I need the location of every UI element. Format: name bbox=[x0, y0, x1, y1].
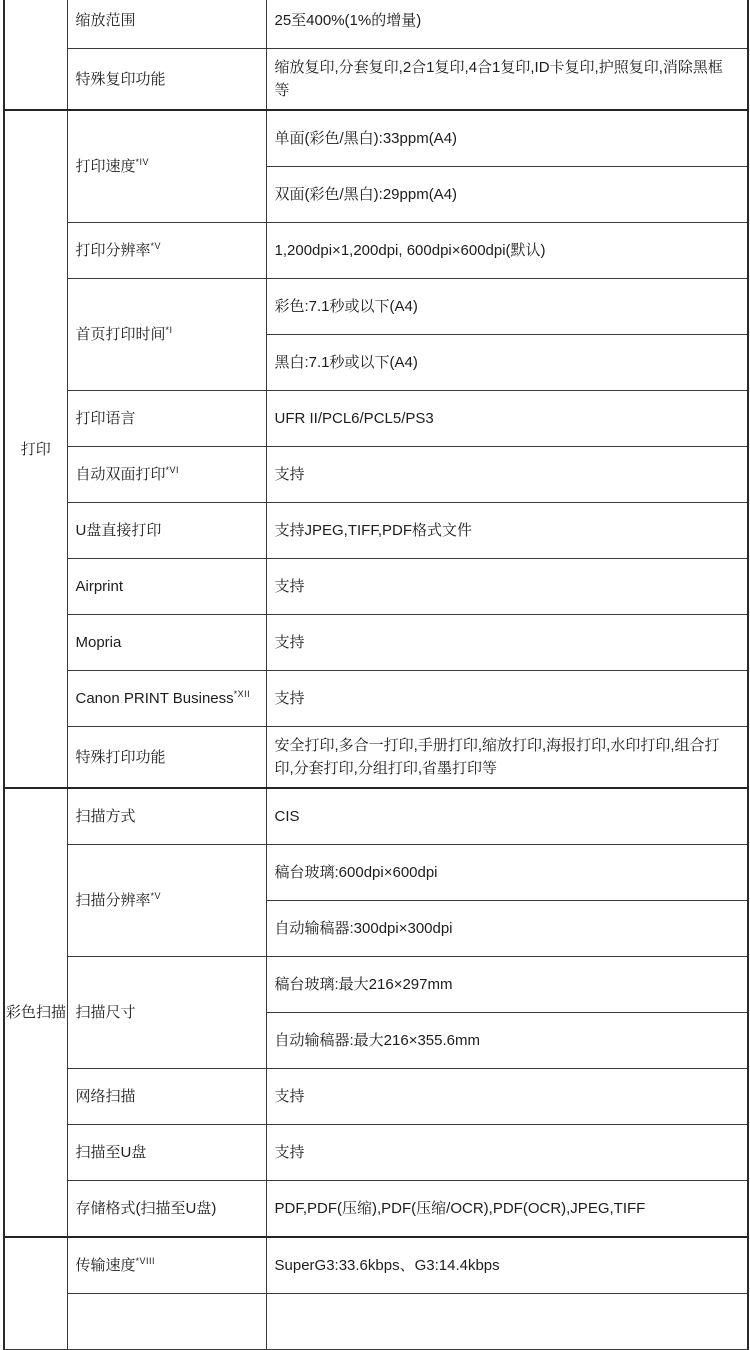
feature-label: 缩放范围 bbox=[75, 12, 136, 29]
spec-table-wrapper bbox=[3, 0, 750, 1350]
value-cell: 支持 bbox=[266, 1069, 748, 1125]
category-cell bbox=[4, 1237, 67, 1350]
spec-row bbox=[4, 279, 748, 335]
footnote-marker: *V bbox=[150, 241, 162, 251]
spec-row bbox=[4, 559, 748, 615]
value-cell: 自动输稿器:最大216×355.6mm bbox=[266, 1013, 748, 1069]
feature-cell bbox=[67, 1069, 266, 1125]
spec-row bbox=[4, 110, 748, 167]
feature-cell bbox=[67, 503, 266, 559]
value-cell: 支持 bbox=[266, 1125, 748, 1181]
feature-label: U盘直接打印 bbox=[75, 522, 162, 539]
footnote-marker: *XII bbox=[233, 689, 251, 699]
spec-row bbox=[4, 788, 748, 845]
spec-row bbox=[4, 957, 748, 1013]
spec-row bbox=[4, 615, 748, 671]
value-cell: 彩色:7.1秒或以下(A4) bbox=[266, 279, 748, 335]
feature-cell bbox=[67, 727, 266, 789]
spec-row bbox=[4, 223, 748, 279]
footnote-marker: *VIII bbox=[135, 1256, 156, 1266]
value-cell: 安全打印,多合一打印,手册打印,缩放打印,海报打印,水印打印,组合打印,分套打印,分组打印,省墨打印等 bbox=[266, 727, 748, 789]
category-cell bbox=[4, 0, 67, 110]
spec-row bbox=[4, 1069, 748, 1125]
value-cell: 稿台玻璃:最大216×297mm bbox=[266, 957, 748, 1013]
feature-cell bbox=[67, 615, 266, 671]
spec-row bbox=[4, 391, 748, 447]
spec-table-body bbox=[4, 0, 748, 1350]
feature-cell bbox=[67, 391, 266, 447]
spec-row bbox=[4, 49, 748, 111]
spec-row bbox=[4, 1294, 748, 1350]
feature-label: 打印语言 bbox=[75, 410, 136, 427]
spec-row bbox=[4, 1181, 748, 1238]
feature-cell bbox=[67, 447, 266, 503]
footnote-marker: *I bbox=[165, 325, 173, 335]
value-cell: 自动输稿器:300dpi×300dpi bbox=[266, 901, 748, 957]
value-cell: 稿台玻璃:600dpi×600dpi bbox=[266, 845, 748, 901]
spec-row bbox=[4, 1125, 748, 1181]
feature-label: 扫描方式 bbox=[75, 808, 136, 825]
category-cell: 打印 bbox=[4, 110, 67, 788]
feature-label: 扫描至U盘 bbox=[75, 1144, 147, 1161]
feature-cell bbox=[67, 845, 266, 957]
feature-cell bbox=[67, 0, 266, 49]
footnote-marker: *VI bbox=[165, 465, 180, 475]
feature-label: 打印速度 bbox=[75, 158, 136, 175]
feature-label: 特殊打印功能 bbox=[75, 748, 166, 766]
footnote-marker: *IV bbox=[135, 157, 150, 167]
feature-cell bbox=[67, 1125, 266, 1181]
value-cell: 支持 bbox=[266, 447, 748, 503]
feature-cell bbox=[67, 671, 266, 727]
value-cell: 支持 bbox=[266, 671, 748, 727]
feature-label: Airprint bbox=[75, 578, 124, 595]
value-cell bbox=[266, 1294, 748, 1350]
spec-row bbox=[4, 671, 748, 727]
value-cell: 支持 bbox=[266, 615, 748, 671]
feature-label: 特殊复印功能 bbox=[75, 70, 166, 88]
feature-cell bbox=[67, 279, 266, 391]
spec-row bbox=[4, 503, 748, 559]
spec-row bbox=[4, 0, 748, 49]
feature-cell bbox=[67, 559, 266, 615]
feature-label: 网络扫描 bbox=[75, 1088, 136, 1105]
feature-label: 扫描分辨率 bbox=[75, 892, 151, 909]
feature-cell bbox=[67, 1294, 266, 1350]
footnote-marker: *V bbox=[150, 891, 162, 901]
value-cell: 支持JPEG,TIFF,PDF格式文件 bbox=[266, 503, 748, 559]
value-cell: SuperG3:33.6kbps、G3:14.4kbps bbox=[266, 1237, 748, 1294]
value-cell: UFR II/PCL6/PCL5/PS3 bbox=[266, 391, 748, 447]
feature-cell bbox=[67, 49, 266, 111]
value-cell: 缩放复印,分套复印,2合1复印,4合1复印,ID卡复印,护照复印,消除黑框等 bbox=[266, 49, 748, 111]
spec-table bbox=[3, 0, 749, 1350]
feature-label: 首页打印时间 bbox=[75, 326, 166, 343]
feature-label: Mopria bbox=[75, 634, 122, 651]
category-cell: 彩色扫描 bbox=[4, 788, 67, 1237]
feature-label: 打印分辨率 bbox=[75, 242, 151, 259]
feature-cell bbox=[67, 110, 266, 223]
feature-cell bbox=[67, 223, 266, 279]
feature-cell bbox=[67, 1181, 266, 1238]
feature-cell bbox=[67, 1237, 266, 1294]
value-cell: 25至400%(1%的增量) bbox=[266, 0, 748, 49]
value-cell: CIS bbox=[266, 788, 748, 845]
spec-row bbox=[4, 1237, 748, 1294]
feature-cell bbox=[67, 957, 266, 1069]
spec-row bbox=[4, 447, 748, 503]
value-cell: 支持 bbox=[266, 559, 748, 615]
value-cell: 双面(彩色/黑白):29ppm(A4) bbox=[266, 167, 748, 223]
spec-row bbox=[4, 727, 748, 789]
feature-label: 存储格式(扫描至U盘) bbox=[75, 1200, 217, 1217]
value-cell: 1,200dpi×1,200dpi, 600dpi×600dpi(默认) bbox=[266, 223, 748, 279]
value-cell: 单面(彩色/黑白):33ppm(A4) bbox=[266, 110, 748, 167]
feature-label: 扫描尺寸 bbox=[75, 1004, 136, 1021]
feature-cell bbox=[67, 788, 266, 845]
feature-label: 传输速度 bbox=[75, 1257, 136, 1274]
feature-label: 自动双面打印 bbox=[75, 466, 166, 483]
value-cell: PDF,PDF(压缩),PDF(压缩/OCR),PDF(OCR),JPEG,TIFF bbox=[266, 1181, 748, 1238]
feature-label: Canon PRINT Business bbox=[75, 690, 234, 707]
spec-row bbox=[4, 845, 748, 901]
value-cell: 黑白:7.1秒或以下(A4) bbox=[266, 335, 748, 391]
